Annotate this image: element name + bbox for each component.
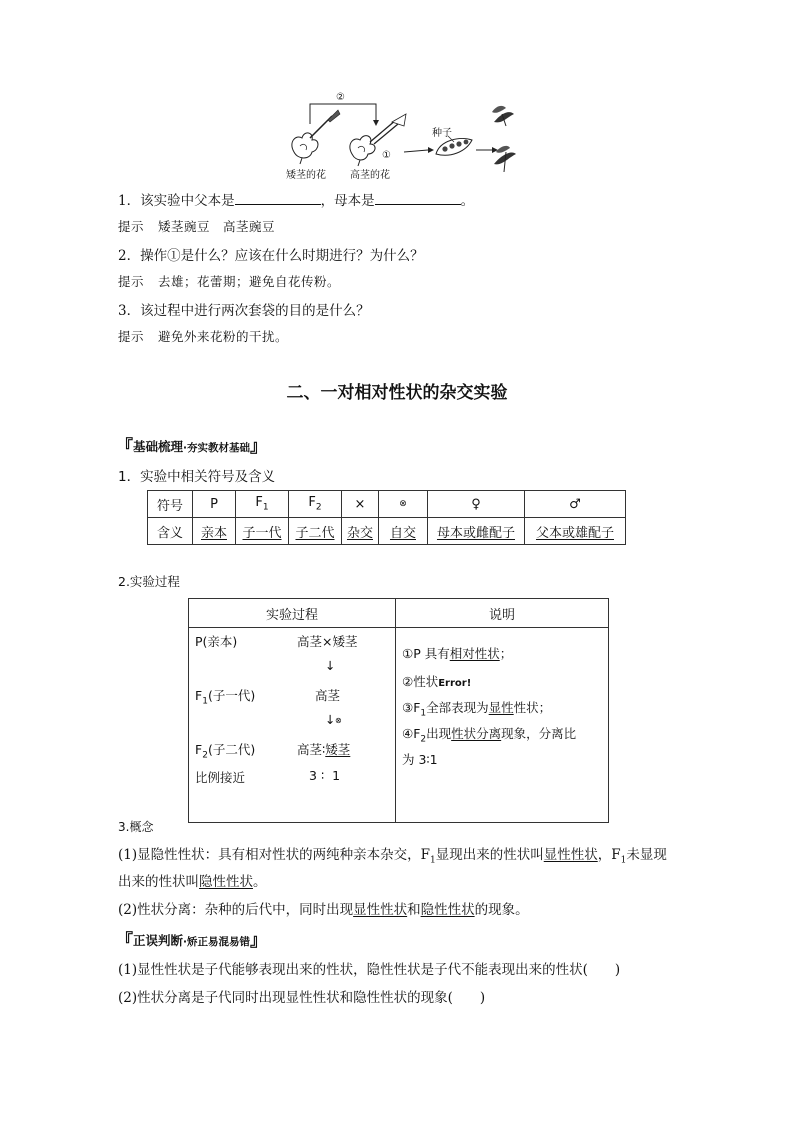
tag-close-bracket: 』: [250, 437, 268, 457]
tag-close-bracket: 』: [250, 931, 268, 951]
f1-value: 高茎: [315, 688, 341, 703]
concept-heading: 3.概念: [118, 820, 154, 834]
hint-1: [118, 217, 275, 235]
meaning-cell: 杂交: [342, 518, 379, 545]
question-1: [118, 189, 474, 209]
symbol-sub: 2: [315, 502, 322, 513]
symbol-cell: [289, 491, 342, 518]
meaning-cell: 母本或雌配子: [428, 518, 525, 545]
process-steps-cell: [189, 628, 396, 823]
tag-sub: ·矫正易混易错: [183, 936, 251, 948]
hint-label: 提示: [118, 219, 145, 234]
step1-marker: ①: [382, 150, 391, 161]
hint-text: 去雄；花蕾期；避免自花传粉。: [158, 274, 341, 289]
ratio-values: 3 ∶ 1: [309, 768, 341, 783]
concept-1-line2: 出来的性状叫隐性性状。: [118, 874, 267, 890]
meaning-cell: 亲本: [193, 518, 236, 545]
process-table: [188, 598, 609, 823]
f2-label: $F_2$(子二代): [195, 742, 256, 761]
meaning-cell: 含义: [148, 518, 193, 545]
tall-flower-label: 高茎的花: [350, 170, 390, 181]
tag-sub: ·夯实教材基础: [183, 442, 251, 454]
process-body-row: [189, 628, 609, 823]
plant-icon: [492, 106, 516, 172]
symbol-cell: ♀: [428, 491, 525, 518]
process-heading: 2.实验过程: [118, 574, 180, 589]
process-header-row: [189, 599, 609, 628]
answer-blank-father: [235, 190, 321, 205]
basics-tag: [116, 432, 267, 457]
concept-2: (2)性状分离：杂种的后代中，同时出现显性性状和隐性性状的现象。: [118, 902, 529, 918]
meaning-cell: 自交: [379, 518, 428, 545]
f1-label: $F_1$(子一代): [195, 688, 256, 707]
meanings-row: [148, 518, 626, 545]
symbol-cell: [236, 491, 289, 518]
tag-open-bracket: 『: [116, 931, 133, 951]
judge-item-2: (2)性状分离是子代同时出现显性性状和隐性性状的现象( ): [118, 990, 486, 1006]
section-title: 二、一对相对性状的杂交实验: [286, 383, 508, 403]
symbols-heading: 1．实验中相关符号及含义: [118, 469, 276, 485]
dwarf-flower-icon: [292, 110, 340, 164]
tag-open-bracket: 『: [116, 437, 133, 457]
concept-1: (1)显隐性性状：具有相对性状的两纯种亲本杂交，$F_1$显现出来的性状叫显性性状，$F_1$未显现: [118, 847, 667, 866]
hint-text: 矮茎豌豆 高茎豌豆: [158, 219, 276, 234]
seed-label: 种子: [432, 128, 452, 139]
meaning-cell: 父本或雄配子: [525, 518, 626, 545]
hint-2: [118, 272, 340, 290]
symbol-cell: ♂: [525, 491, 626, 518]
note-1: ①P 具有相对性状；: [402, 646, 513, 661]
meaning-cell: 子二代: [289, 518, 342, 545]
symbol-f: F: [308, 495, 316, 511]
answer-blank-mother: [375, 190, 461, 205]
tag-main: 基础梳理: [133, 439, 184, 454]
judge-tag: [116, 926, 267, 951]
symbol-f: F: [255, 495, 263, 511]
symbol-cell: ⊗: [379, 491, 428, 518]
symbol-cell: P: [193, 491, 236, 518]
process-notes-cell: [396, 628, 609, 823]
symbol-sub: 1: [262, 502, 269, 513]
self-cross-symbol: ⊗: [335, 716, 342, 725]
pollination-figure: [280, 92, 520, 182]
question-1-prefix: 1．该实验中父本是: [118, 193, 235, 209]
question-1-mid: ，母本是: [320, 193, 375, 209]
note-3: $③F_1$全部表现为显性性状；: [402, 700, 552, 719]
note-2: ②性状Error!: [402, 674, 472, 689]
symbol-cell: ×: [342, 491, 379, 518]
symbols-table: [147, 490, 626, 545]
hint-label: 提示: [118, 329, 145, 344]
p-cross: 高茎×矮茎: [297, 634, 358, 649]
question-2: 2．操作①是什么？应该在什么时期进行？为什么？: [118, 248, 424, 264]
symbols-row: [148, 491, 626, 518]
note-4-line2: 为 3∶1: [402, 752, 438, 767]
ratio-label: 比例接近: [195, 770, 246, 785]
f2-values: 高茎∶矮茎: [297, 742, 351, 757]
judge-item-1: (1)显性性状是子代能够表现出来的性状，隐性性状是子代不能表现出来的性状( ): [118, 962, 621, 978]
question-1-end: 。: [460, 193, 475, 209]
tag-main: 正误判断: [133, 933, 184, 948]
arrow-down-icon: ↓: [325, 712, 336, 727]
symbol-cell: 符号: [148, 491, 193, 518]
dwarf-flower-label: 矮茎的花: [286, 170, 326, 181]
hint-3: [118, 327, 288, 345]
process-header-right: 说明: [396, 599, 609, 628]
note-4: $④F_2$出现性状分离现象，分离比: [402, 726, 577, 745]
meaning-cell: 子一代: [236, 518, 289, 545]
hint-text: 避免外来花粉的干扰。: [158, 329, 289, 344]
hint-label: 提示: [118, 274, 145, 289]
arrow-down-icon: ↓: [325, 658, 336, 673]
process-header-left: 实验过程: [189, 599, 396, 628]
p-label: P(亲本): [195, 634, 238, 649]
step2-marker: ②: [336, 92, 345, 103]
question-3: 3．该过程中进行两次套袋的目的是什么？: [118, 303, 370, 319]
